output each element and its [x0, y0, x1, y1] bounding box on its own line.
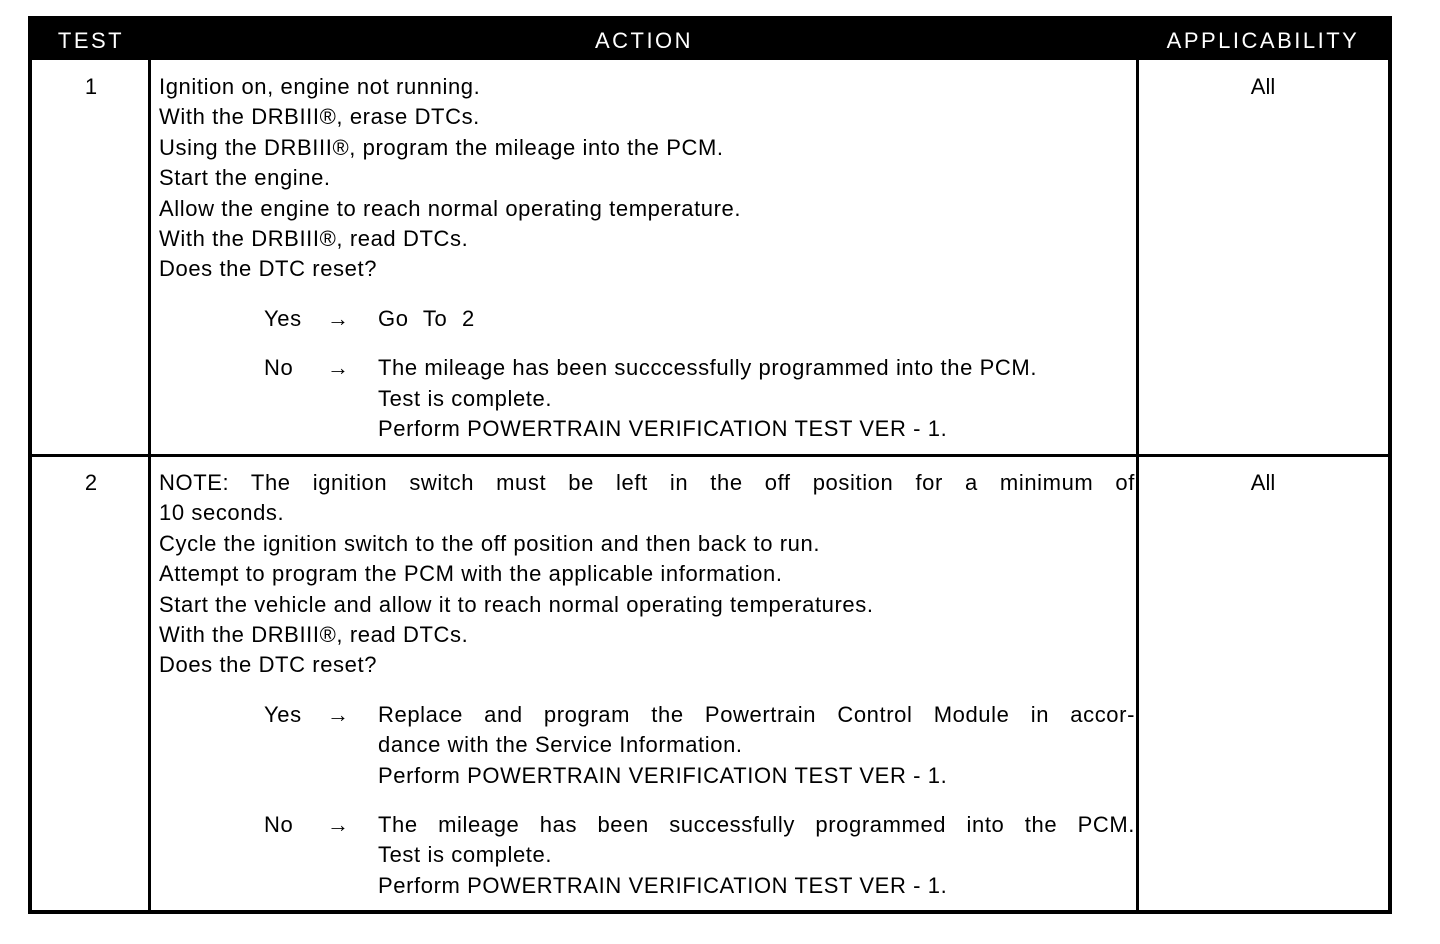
table-header: [32, 20, 1388, 60]
action-line: Start the vehicle and allow it to reach normal operating temperatures.: [159, 591, 874, 617]
answer-label: No: [264, 811, 294, 837]
answer-line: Perform POWERTRAIN VERIFICATION TEST VER - 1.: [378, 872, 948, 898]
answer-label: No: [264, 355, 294, 381]
action-line: 10 seconds.: [159, 500, 285, 526]
action-line: Does the DTC reset?: [159, 256, 378, 282]
applicability-value: All: [1250, 74, 1276, 99]
answer-label: Yes: [264, 701, 302, 727]
answer-line: The mileage has been succcessfully programmed into the PCM.: [378, 355, 1038, 381]
action-cell: [159, 72, 1135, 444]
action-line: Cycle the ignition switch to the off position and then back to run.: [159, 530, 821, 556]
test-number: 2: [84, 470, 98, 495]
arrow-icon: →: [327, 701, 350, 727]
action-cell: [159, 468, 1135, 901]
answer-line: Test is complete.: [378, 385, 553, 411]
action-line: Ignition on, engine not running.: [159, 74, 481, 99]
action-line: NOTE: The ignition switch must be left in the off position for a minimum of: [159, 470, 1135, 495]
action-line: Attempt to program the PCM with the applicable information.: [159, 561, 783, 587]
answer-text: [378, 304, 1135, 334]
header-test: TEST: [57, 28, 125, 53]
action-line: With the DRBIII®, read DTCs.: [159, 621, 469, 647]
arrow-icon: →: [327, 305, 350, 331]
answer-line: Go To 2: [378, 305, 475, 331]
answer-line: Replace and program the Powertrain Control Module in accor-: [378, 701, 1135, 727]
test-number: 1: [84, 74, 98, 99]
answer-line: The mileage has been successfully programmed into the PCM.: [378, 811, 1135, 837]
action-line: Allow the engine to reach normal operating temperature.: [159, 195, 742, 221]
header-applicability: APPLICABILITY: [1166, 28, 1360, 53]
answer-label: Yes: [264, 305, 302, 331]
answer-line: Test is complete.: [378, 842, 553, 868]
header-action: ACTION: [594, 28, 694, 53]
answer-line: Perform POWERTRAIN VERIFICATION TEST VER - 1.: [378, 762, 948, 788]
diagnostic-test-table: [28, 16, 1392, 914]
answer-yes: [159, 304, 1135, 334]
answer-line: dance with the Service Information.: [378, 732, 743, 758]
answer-no: [159, 810, 1135, 901]
answer-text: [378, 810, 1135, 901]
action-line: Start the engine.: [159, 165, 331, 191]
table-row-test-2: [32, 457, 1388, 910]
action-line: Does the DTC reset?: [159, 652, 378, 678]
applicability-value: All: [1250, 470, 1276, 495]
arrow-icon: →: [327, 811, 350, 837]
action-line: Using the DRBIII®, program the mileage into the PCM.: [159, 134, 724, 160]
answer-line: Perform POWERTRAIN VERIFICATION TEST VER - 1.: [378, 415, 948, 441]
arrow-icon: →: [327, 355, 350, 381]
table-row-test-1: [32, 60, 1388, 454]
answer-no: [159, 353, 1135, 444]
action-line: With the DRBIII®, erase DTCs.: [159, 104, 480, 130]
action-line: With the DRBIII®, read DTCs.: [159, 225, 469, 251]
answer-text: [378, 700, 1135, 791]
answer-yes: [159, 700, 1135, 791]
answer-text: [378, 353, 1135, 444]
